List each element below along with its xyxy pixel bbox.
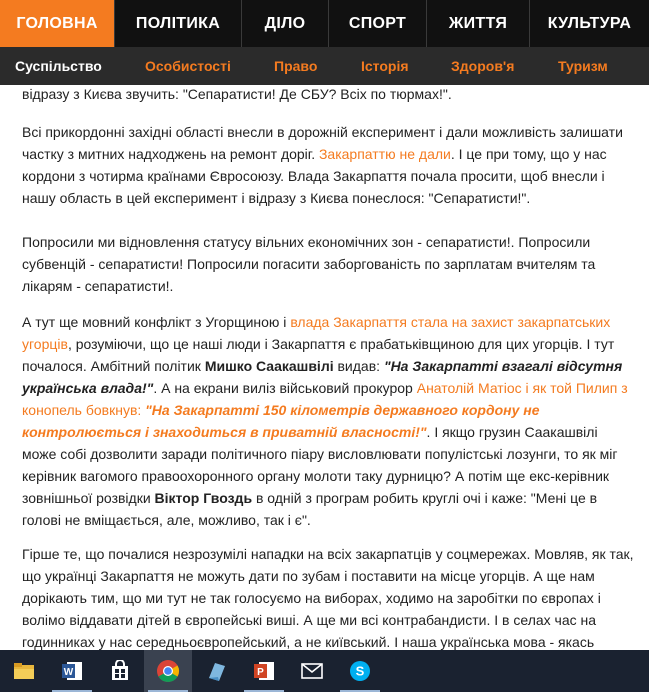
- taskbar-skype[interactable]: [336, 650, 384, 692]
- paragraph-text: видав:: [333, 358, 384, 374]
- word-icon: [61, 660, 83, 682]
- notepad-icon: [205, 660, 227, 682]
- paragraph: Гірше те, що почалися незрозумілі нападки на всіх закарпатців у соцмережах. Мовляв, як так, що українці Закарпаття не можуть дати по зубам і поставити на місце угорців. А ще нам дорікають тим, що ми тут не так голосуємо на виборах, ходимо на заробітки по європах і волімо віддавати дітей в європейські виші. А ще ми всі контрабандисти. І в селах час на годинниках у нас середньоєвропейський, а не київський. І наша українська мова - якась: [22, 546, 634, 650]
- tab-dilo[interactable]: ДІЛО: [242, 0, 329, 47]
- paragraph-text: Всі прикордонні західні області внесли в дорожній експеримент і дали можливість залишати частку з митних надходжень на ремонт доріг.: [22, 124, 623, 162]
- store-icon: [109, 660, 131, 682]
- paragraph: відразу з Києва звучить: "Сепаратисти! Де СБУ? Всіх по тюрмах!".: [22, 86, 452, 102]
- paragraph-text: , розуміючи, що це наші люди і Закарпаття є прабатьківщиною для цих угорців. І тут почалося. Амбітний політик: [22, 336, 615, 374]
- chrome-icon: [156, 659, 180, 683]
- article-link[interactable]: Закарпаттю не дали: [318, 146, 451, 162]
- svg-text:S: S: [355, 663, 365, 679]
- paragraph-text: . І якщо грузин Саакашвілі може собі дозволити заради політичного піару висловлювати популістські лозунги, то як міг керівник вагомого правоохоронного органу молоти таку дурницю? А потім ще екс-керівник зовнішньої розвідки: [22, 424, 618, 506]
- subtab-pravo[interactable]: Право: [274, 58, 318, 74]
- person-name: Мишко Саакашвілі: [204, 358, 334, 374]
- subtab-zdorovia[interactable]: Здоров'я: [451, 58, 515, 74]
- paragraph: [22, 121, 634, 209]
- powerpoint-icon: [253, 660, 275, 682]
- svg-text:P: P: [257, 667, 264, 678]
- taskbar-powerpoint[interactable]: [240, 650, 288, 692]
- paragraph-text: . І це при тому, що у нас кордони з чотирма країнами Євросоюзу. Влада Закарпаття почала просити, щоб внесли і нашу область в цей експеримент і відразу з Києва понеслося: "Сепаратисти!".: [22, 146, 607, 206]
- mail-icon: [301, 663, 323, 679]
- taskbar-notepad[interactable]: [192, 650, 240, 692]
- sub-nav: [0, 47, 649, 85]
- article-link-quote[interactable]: "На Закарпатті 150 кілометрів державного кордону не контролюється і знаходиться в приватній власності!": [22, 402, 540, 440]
- paragraph-text: А тут ще мовний конфлікт з Угорщиною і: [22, 314, 291, 330]
- subtab-turyzm[interactable]: Туризм: [558, 58, 608, 74]
- tab-golovna[interactable]: ГОЛОВНА: [0, 0, 115, 47]
- paragraph: [22, 311, 634, 531]
- paragraph: Попросили ми відновлення статусу вільних економічних зон - сепаратисти!. Попросили субвенцій - сепаратисти! Попросили погасити заборгованість по зарплатам вчителям та лікарям - сепаратисти!.: [22, 234, 596, 294]
- main-nav: [0, 0, 649, 47]
- quote: "На Закарпатті взагалі відсутня українська влада!": [22, 358, 623, 396]
- taskbar: [0, 650, 649, 692]
- article-body: [0, 85, 649, 650]
- tab-zhyttia[interactable]: ЖИТТЯ: [427, 0, 530, 47]
- subtab-osobystosti[interactable]: Особистості: [145, 58, 231, 74]
- file-explorer-icon: [13, 662, 35, 680]
- tab-kultura[interactable]: КУЛЬТУРА: [547, 14, 632, 32]
- taskbar-store[interactable]: [96, 650, 144, 692]
- subtab-istoriia[interactable]: Історія: [361, 58, 409, 74]
- tab-sport[interactable]: СПОРТ: [329, 0, 427, 47]
- taskbar-chrome[interactable]: [144, 650, 192, 692]
- taskbar-word[interactable]: [48, 650, 96, 692]
- article-link[interactable]: влада Закарпаття стала на захист закарпатських угорців: [22, 314, 611, 352]
- article-link[interactable]: Анатолій Матіос і як той Пилип з конопель бовкнув:: [22, 380, 628, 418]
- svg-text:W: W: [63, 667, 74, 678]
- subtab-suspilstvo[interactable]: Суспільство: [15, 58, 102, 74]
- taskbar-mail[interactable]: [288, 650, 336, 692]
- person-name: Віктор Гвоздь: [154, 490, 253, 506]
- paragraph-text: . А на екрани виліз військовий прокурор: [153, 380, 417, 396]
- taskbar-file-explorer[interactable]: [0, 650, 48, 692]
- tab-polityka[interactable]: ПОЛІТИКА: [115, 0, 242, 47]
- paragraph-text: в одній з програм робить круглі очі і каже: "Мені це в голові не вміщається, але, можливо, так і є".: [22, 490, 598, 528]
- skype-icon: [349, 660, 371, 682]
